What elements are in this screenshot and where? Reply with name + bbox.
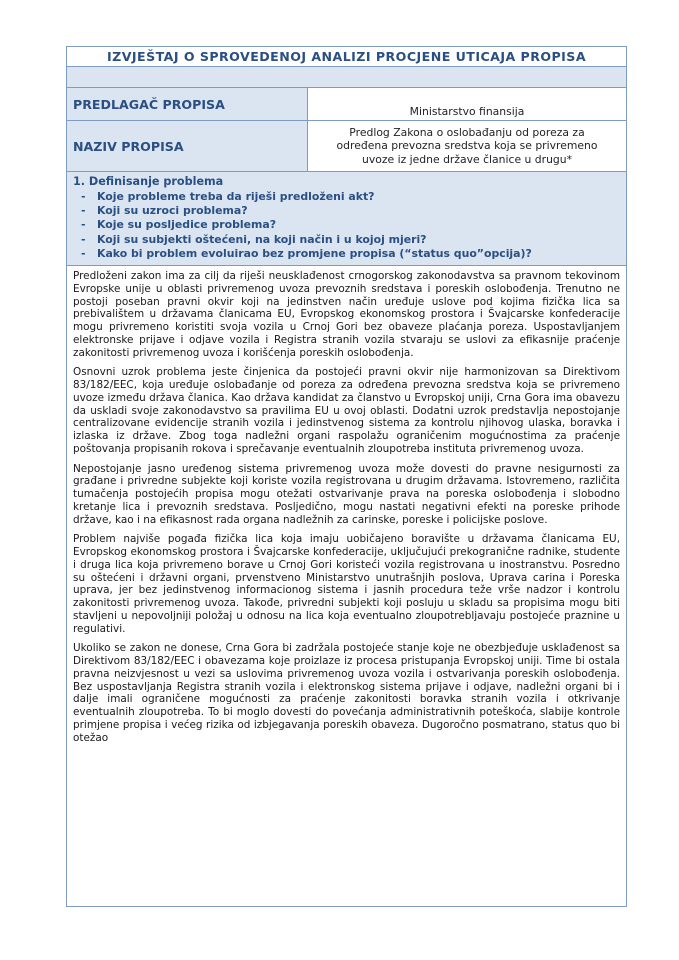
section1-header-row	[67, 172, 627, 266]
title-row	[67, 47, 627, 67]
predlagac-label: PREDLAGAČ PROPISA	[67, 88, 308, 121]
body-text-area	[73, 270, 620, 906]
bullet-dash: -	[81, 190, 86, 203]
question-item	[81, 190, 620, 204]
naziv-line: Predlog Zakona o oslobađanju od poreza za	[349, 126, 585, 140]
question-text: Koji su uzroci problema?	[97, 204, 248, 218]
question-text: Koji su subjekti oštećeni, na koji način i u kojoj mjeri?	[97, 232, 427, 246]
empty-shaded-cell	[67, 67, 627, 88]
paragraph: Nepostojanje jasno uređenog sistema privremenog uvoza može dovesti do pravne nesigurnosti za građane i privredne subjekte koji koriste vozila registrovana u drugim državama. Istovremeno, različita tumačenja postojećih propisa mogu otežati ostvarivanje prava na poreska oslobođenja i slobodno kretanje lica i prevoznih sredstava. Posljedično, mogu nastati negativni efekti na poreske prihode države, kao i na efikasnost rada organa nadležnih za carinske, poreske i policijske poslove.	[73, 462, 621, 526]
paragraph: Osnovni uzrok problema jeste činjenica da postojeći pravni okvir nije harmonizovan sa Direktivom 83/182/EEC, koja uređuje oslobađanje od poreza za određena prevozna sredstva koja se privremeno uvoze između država članica. Kao država kandidat za članstvo u Evropskoj uniji, Crna Gora ima obavezu da uskladi svoje zakonodavstvo sa pravilima EU u ovoj oblasti. Dodatni uzrok predstavlja nepostojanje centralizovane evidencije stranih vozila i jedinstvenog sistema za kontrolu njihovog ulaska, boravka i izlaska iz države. Zbog toga nadležni organi raspolažu ograničenim mogućnostima za praćenje poštovanja propisanih rokova i sprečavanje eventualnih zloupotreba instituta privremenog uvoza.	[73, 366, 621, 455]
question-list	[73, 190, 620, 261]
question-text: Koje su posljedice problema?	[97, 218, 277, 232]
section1-header	[67, 172, 627, 266]
naziv-value	[308, 121, 627, 172]
predlagac-row	[67, 88, 627, 121]
paragraph: Problem najviše pogađa fizička lica koja imaju uobičajeno boravište u državama članicama EU, Evropskog ekonomskog prostora i Švajcarske konfederacije, uključujući prekogranične radnike, studente i druga lica koja privremeno borave u Crnoj Gori koristeći vozila registrovana u inostranstvu. Posredno su oštećeni i državni organi, prvenstveno Ministarstvo unutrašnjih poslova, Uprava carina i Poreska uprava, jer bez jedinstvenog informacionog sistema i jasnih procedura teže vrše nadzor i kontrolu zakonitosti privremenog uvoza. Takođe, privredni subjekti koji posluju u skladu sa propisima mogu biti stavljeni u nepovoljniji položaj u odnosu na lica koja eventualno zloupotrebljavaju postojeće praznine u regulativi.	[73, 533, 621, 635]
report-table	[66, 46, 627, 907]
question-text: Koje probleme treba da riješi predloženi akt?	[97, 190, 375, 203]
question-item	[81, 233, 620, 247]
question-item	[81, 247, 620, 261]
section1-body-row	[67, 266, 627, 907]
section1-body	[67, 266, 627, 907]
naziv-label: NAZIV PROPISA	[67, 121, 308, 172]
bullet-dash: -	[81, 218, 86, 232]
question-item	[81, 218, 620, 232]
predlagac-value: Ministarstvo finansija	[308, 88, 627, 121]
empty-row	[67, 67, 627, 88]
section1-title: 1. Definisanje problema	[73, 175, 224, 188]
paragraph: Ukoliko se zakon ne donese, Crna Gora bi zadržala postojeće stanje koje ne obezbjeđuje usklađenost sa Direktivom 83/182/EEC i obavezama koje proizlaze iz procesa pristupanja Evropskoj uniji. Time bi ostala pravna neizvjesnost u vezi sa uslovima privremenog uvoza vozila i ostvarivanja poreskih oslobođenja. Bez uspostavljanja Registra stranih vozila i elektronskog sistema prijave i odjave, nadležni organi bi i dalje imali ograničene mogućnosti za praćenje zakonitosti boravka stranih vozila i otkrivanje eventualnih zloupotreba. To bi moglo dovesti do povećanja administrativnih poteškoća, slabije kontrole primjene propisa i većeg rizika od izbjegavanja poreskih obaveza. Dugoročno posmatrano, status quo bi otežao	[73, 642, 621, 744]
question-item	[81, 204, 620, 218]
report-title: IZVJEŠTAJ O SPROVEDENOJ ANALIZI PROCJENE UTICAJA PROPISA	[67, 47, 627, 67]
naziv-row	[67, 121, 627, 172]
question-text: Kako bi problem evoluirao bez promjene propisa (“status quo”opcija)?	[97, 246, 532, 260]
bullet-dash: -	[81, 232, 86, 246]
paragraph: Predloženi zakon ima za cilj da riješi neusklađenost crnogorskog zakonodavstva sa pravnom tekovinom Evropske unije u oblasti privremenog uvoza prevoznih sredstava i poreskih oslobođenja. Trenutno ne postoji poseban pravni okvir koji na jedinstven način uređuje uslove pod kojima fizička lica sa prebivalištem u državama članicama EU, Evropskog ekonomskog prostora i Švajcarske konfederacije mogu privremeno koristiti svoja vozila u Crnoj Gori bez obaveze plaćanja poreza. Uspostavljanjem elektronske prijave i odjave vozila i Registra stranih vozila stvaraju se uslovi za efikasnije praćenje zakonitosti privremenog uvoza i korišćenja poreskih oslobođenja.	[73, 270, 621, 359]
bullet-dash: -	[81, 246, 86, 260]
naziv-line: određena prevozna sredstva koja se privremeno	[336, 139, 598, 153]
naziv-line: uvoze iz jedne države članice u drugu*	[361, 152, 573, 166]
bullet-dash: -	[81, 204, 86, 218]
